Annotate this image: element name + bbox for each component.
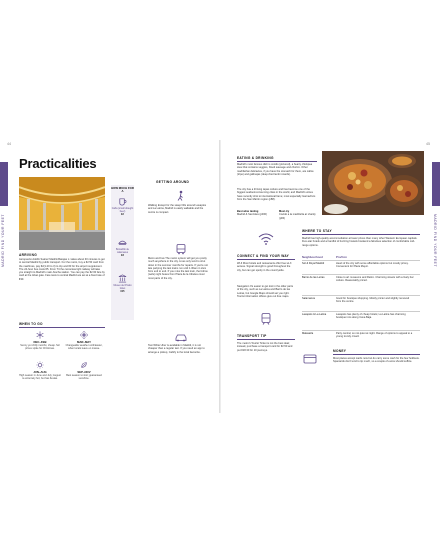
money-text: Most places accept cards now but do carry some cash for the few holdouts. Spaniards don't tend to tip much, so a couple of euros should suffice. [333,357,420,364]
how-much-title: HOW MUCH FOR A [111,186,134,194]
connect-rule [237,259,295,260]
when-to-go-rule [19,327,105,328]
page-title: Practicalities [19,156,97,171]
money-rule [333,354,420,355]
must-try [279,210,319,220]
airport-photo [19,177,105,250]
money-card-icon [303,354,317,364]
transport-tip-rule [237,339,295,340]
season-text: Sunny yet chilly months; cheap. Sol prices spike for Christmas. [20,344,60,351]
season-mar-may [63,340,105,350]
right-page [221,140,440,413]
left-page [0,140,219,413]
cocido-photo [322,151,424,215]
stay-name: Lavapiés & La Latina [302,313,327,316]
best-value: Madrid & Sanzoles (p000) [237,213,267,217]
best-wine [237,210,277,217]
stay-name: Barrio de las Letras [302,276,325,279]
metro-text: Metro and bus The metro system will get you pretty much anywhere in the city. Lines only tend to shut down in the summer months for repairs. If you're not late partying the last trains run until 1.30am in 2am from end to end. If you miss the last train, the búhos (owls) night buses from Plaza de la Cibeles cover most parts of the city. [148,257,208,280]
flower-icon [80,331,88,339]
eating-text-1: Madrid's most famous dish is cocido (pictured), a hearty chickpea stew that contains veggies, blood sausage and chorizo. Other madrileñan delicacies, if you have the stomach for them, are callos (tripe) and gallinejas (deep-fried lamb innards). [237,163,314,176]
eating-rule [237,161,317,162]
stay-name: Sol & Royal Madrid [302,262,325,265]
taxi-icon [174,332,188,342]
side-label-right: MADRID FIND YOUR FEET [433,214,437,268]
where-to-stay-intro: Madrid has high-quality accommodation at lower prices than many other Western European capitals. Five-star hotels and a handful of buzzing hostels bookend a fabulous selection of comfortable mid-range options. [302,237,418,247]
connect-heading: CONNECT & FIND YOUR WAY [237,254,290,258]
season-name: MAR–MAY [77,340,91,344]
stay-desc: Good for boutique shopping. Mostly pricier and slightly removed from the centre. [336,297,410,304]
stay-row [302,311,420,324]
must-value: Cocido a la madrileña at Lhardy (p84) [279,213,316,220]
when-to-go-heading: WHEN TO GO [19,322,43,326]
eating-text-2: The city has a thriving tapas culture and has become one of the biggest seafood-consuming cities in the world, and Madrid's wines have recently shot to international fame; most especially Garnacha's from the San Martín region (p88). [237,188,316,201]
season-name: JUN–AUG [33,370,47,374]
side-label-left: MADRID FIND YOUR FEET [1,214,5,268]
season-name: SEP–NOV [77,370,91,374]
stay-row [302,260,420,273]
cost-item-price: €2 [121,213,124,216]
stay-name: Malasaña [302,332,314,335]
page-number-right: 45 [426,142,430,146]
season-dec-feb [19,340,61,350]
money-heading: MONEY [333,349,347,353]
col-neighbourhood: Neighbourhood [302,255,323,259]
stay-desc: Party central, so not quiet at night. Range of options to appeal to a young trendy crowd. [336,332,413,339]
getting-around-heading: GETTING AROUND [156,180,190,184]
stay-row [302,330,420,343]
side-tab-right [432,162,440,206]
snowflake-icon [36,331,44,339]
cost-item-bocadillo [111,248,134,257]
book-spread [0,140,440,413]
wifi-icon [258,233,274,245]
cost-item-beer [111,207,134,216]
leaf-icon [80,361,88,369]
eating-heading: EATING & DRINKING [237,156,274,160]
where-to-stay-heading: WHERE TO STAY [302,229,332,233]
page-number-left: 44 [7,142,11,146]
must-label: Must-try [279,210,290,213]
walking-text: Walking Except for the steep hills around Lavapiés and La Latina, Madrid is easily walkable and the centre is compact. [148,204,207,214]
navigation-text: Navigation It's easier to get lost in the older parts of the city, such as La Latina and Barrio de las Letras, but Google Maps should set you right. Tourist information offices give out free maps. [237,285,294,298]
stay-desc: Lavapiés has plenty of cheap hotels; La Latina has charming boutique inns along Cava Baja. [336,313,406,320]
arriving-text: Aeropuerto Adolfo Suárez Madrid-Barajas ✈ takes about 30 minutes to get to central Madrid by public transport. For the metro, buy a €2.50 card from the machines, pay €2(1.20 to 3) to trip and €3 for the airport supplement. The 24-hour bus costs €5. From T4 the cercanías light railway will take you straight to Madrid's main Atocha station. You can pay the €2.60 fare by card at the ticket gate. Fare taxis to central Madrid are set at a fixed rate of €30. [19,258,105,281]
arriving-heading: ARRIVING [19,253,37,257]
best-label: Best wine tasting [237,210,259,213]
cost-item-label: Bocadillo de calamares [115,248,130,254]
sun-icon [36,361,44,369]
sandwich-icon [118,238,127,247]
cost-item-label: Caña (small draught beer) [111,207,134,213]
where-to-stay-rule [302,234,420,235]
cost-item-prado [111,284,134,293]
season-sep-nov [63,370,105,380]
season-text: Best season to visit; guaranteed sunshine. [66,374,102,381]
bus-icon [175,243,187,255]
cost-item-price: €15 [120,290,125,293]
stay-name: Salamanca [302,297,315,300]
wifi-text: Wi-fi Most hotels and restaurants offer free wi-fi access. Signal strength is good throughout the city, but can get spotty in the countryside. [237,262,292,272]
stay-row [302,295,420,308]
taxi-text: Taxi White Uber is available in Madrid, it is not cheaper than a regular taxi. If you need an app to arrange a pickup, Cabify is the local favourite. [148,344,205,354]
museum-icon [118,274,127,283]
stay-row [302,274,420,287]
season-name: DEC–FEB [33,340,47,344]
col-procon: Pro/Con [336,255,347,259]
walking-icon [175,190,187,202]
side-tab-left [0,162,8,206]
stay-desc: Close to art museums and Retiro. Charming streets with a lively bar culture. Reasonably priced. [336,276,414,283]
cost-item-label: Museo del Prado ticket [113,284,132,290]
cost-item-price: €3 [121,254,124,257]
metro-train-icon [259,312,273,326]
transport-tip-heading: TRANSPORT TIP [237,334,267,338]
season-text: Changeable weather until Easter, when locals leave en masse. [65,344,103,351]
season-jun-aug [19,370,61,380]
season-text: High season in June and July; August is extremely hot, but has fiestas. [19,374,61,381]
transport-tip-text: The metro's Tourist Ticket is not the best deal; instead, purchase a transport card for €2.50 and put €18.30 for 10 journeys. [237,342,293,352]
coffee-cup-icon [118,197,127,206]
stay-desc: Heart of the city with some affordable options but mostly pricey. Convenient for Plaza Mayor. [336,262,409,269]
